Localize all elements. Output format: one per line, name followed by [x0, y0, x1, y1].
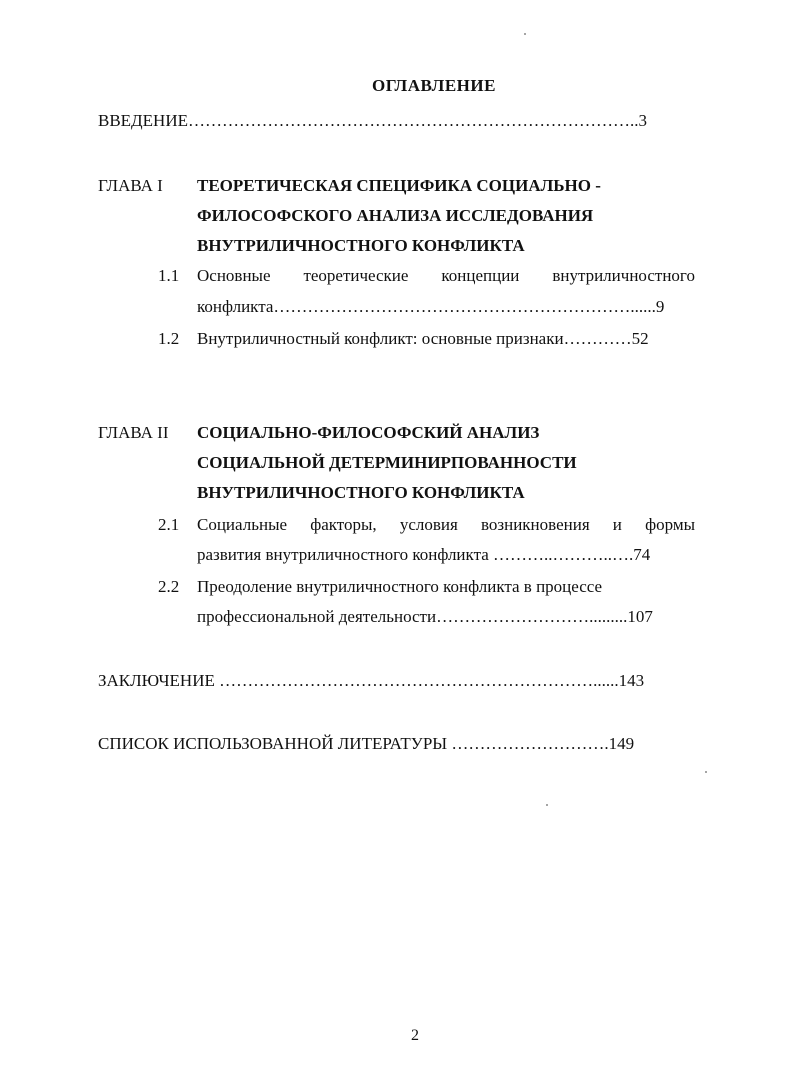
chapter-1-title-line-2: ФИЛОСОФСКОГО АНАЛИЗА ИССЛЕДОВАНИЯ — [197, 206, 594, 225]
section-2-1-title-line-1 — [197, 515, 695, 535]
toc-entry-conclusion: ЗАКЛЮЧЕНИЕ …………………………………………………………......143 — [98, 671, 645, 690]
section-2-1-word: условия — [399, 515, 458, 534]
section-1-1-word: внутриличностного — [552, 266, 695, 285]
section-1-2-title: Внутриличностный конфликт: основные признаки…………52 — [197, 329, 649, 348]
chapter-2-title-line-1: СОЦИАЛЬНО-ФИЛОСОФСКИЙ АНАЛИЗ — [197, 423, 540, 442]
section-2-1-word: Социальные — [197, 515, 288, 534]
section-2-2-number: 2.2 — [158, 577, 180, 596]
section-2-2-title-line-1: Преодоление внутриличностного конфликта в процессе — [197, 577, 603, 596]
chapter-2-label: ГЛАВА II — [98, 423, 169, 442]
section-1-1-title-line-1 — [197, 266, 695, 286]
section-2-1-number: 2.1 — [158, 515, 180, 534]
toc-entry-introduction: ВВЕДЕНИЕ……………………………………………………………………..3 — [98, 111, 647, 130]
section-2-1-word: и — [612, 515, 622, 534]
section-1-2-number: 1.2 — [158, 329, 180, 348]
toc-entry-references: СПИСОК ИСПОЛЬЗОВАННОЙ ЛИТЕРАТУРЫ ……………………….149 — [98, 734, 635, 753]
toc-title: ОГЛАВЛЕНИЕ — [372, 76, 496, 95]
section-1-1-word: концепции — [441, 266, 520, 285]
page-number: 2 — [411, 1027, 419, 1044]
section-2-1-word: формы — [645, 515, 695, 534]
chapter-1-label: ГЛАВА I — [98, 176, 163, 195]
section-1-1-title-line-2: конфликта………………………………………………………......9 — [197, 297, 665, 316]
section-2-1-title-line-2: развития внутриличностного конфликта ………..………..….74 — [197, 545, 651, 564]
section-1-1-number: 1.1 — [158, 266, 180, 285]
chapter-2-title-line-3: ВНУТРИЛИЧНОСТНОГО КОНФЛИКТА — [197, 483, 525, 502]
section-2-2-title-line-2: профессиональной деятельности……………………….........107 — [197, 607, 653, 626]
chapter-1-title-line-3: ВНУТРИЛИЧНОСТНОГО КОНФЛИКТА — [197, 236, 525, 255]
section-2-1-word: возникновения — [480, 515, 590, 534]
section-1-1-word: теоретические — [303, 266, 409, 285]
section-2-1-word: факторы, — [310, 515, 377, 534]
scan-speck — [546, 804, 548, 806]
chapter-2-title-line-2: СОЦИАЛЬНОЙ ДЕТЕРМИНИРПОВАННОСТИ — [197, 453, 577, 472]
section-1-1-word: Основные — [197, 266, 271, 285]
scan-speck — [705, 771, 707, 773]
chapter-1-title-line-1: ТЕОРЕТИЧЕСКАЯ СПЕЦИФИКА СОЦИАЛЬНО - — [197, 176, 601, 195]
scan-speck — [524, 33, 526, 35]
